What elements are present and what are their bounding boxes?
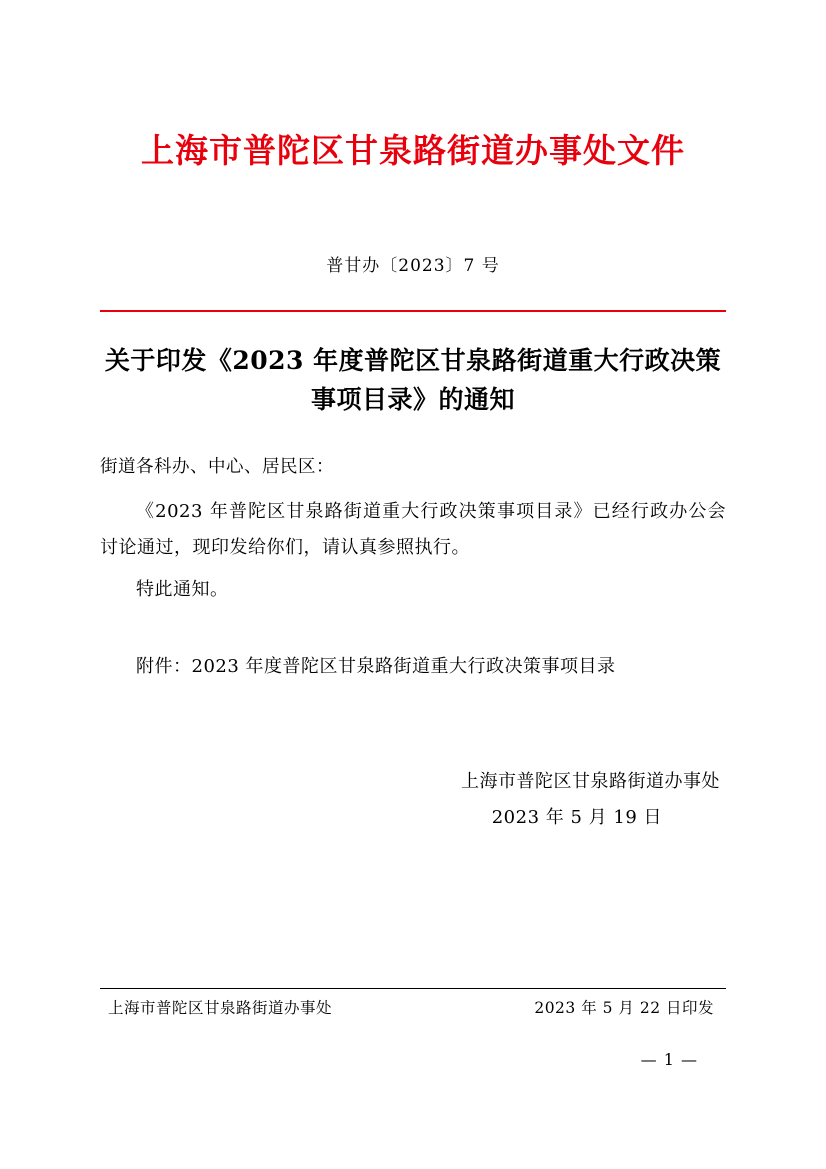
document-attachment-line: 附件：2023 年度普陀区甘泉路街道重大行政决策事项目录	[136, 656, 616, 678]
footer-divider-rule	[100, 988, 726, 989]
red-divider-rule	[100, 310, 726, 312]
document-masthead: 上海市普陀区甘泉路街道办事处文件	[141, 131, 685, 170]
page-number: — 1 —	[640, 1050, 698, 1069]
document-addressee: 街道各科办、中心、居民区：	[100, 457, 334, 478]
document-title: 关于印发《2023 年度普陀区甘泉路街道重大行政决策事项目录》的通知	[104, 345, 722, 414]
document-body	[100, 0, 726, 1169]
document-paragraph-1: 《2023 年普陀区甘泉路街道重大行政决策事项目录》已经行政办公会讨论通过，现印发给你们，请认真参照执行。	[100, 501, 726, 559]
footer-issue-date: 2023 年 5 月 22 日印发	[534, 999, 714, 1017]
document-paragraph-2: 特此通知。	[136, 579, 229, 601]
signature-organization: 上海市普陀区甘泉路街道办事处	[461, 771, 720, 793]
footer-issuing-office: 上海市普陀区甘泉路街道办事处	[108, 999, 333, 1017]
document-number: 普甘办〔2023〕7 号	[326, 255, 500, 276]
signature-block	[100, 764, 726, 836]
signature-date: 2023 年 5 月 19 日	[491, 807, 662, 829]
